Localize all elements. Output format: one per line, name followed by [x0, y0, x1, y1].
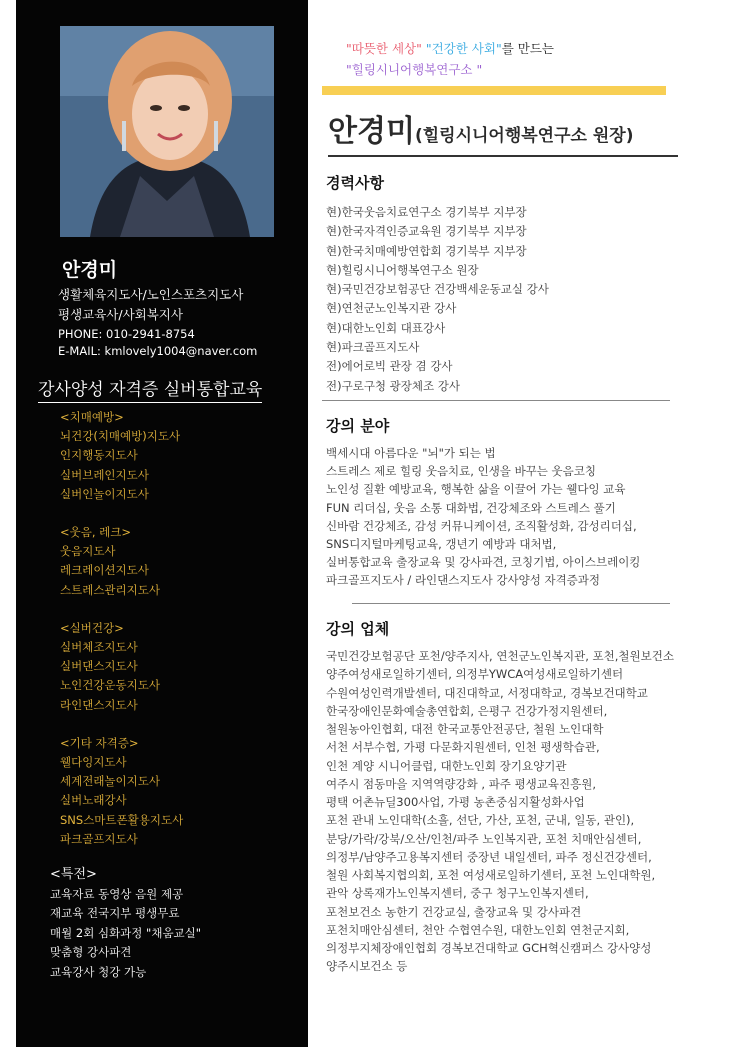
lecture-org-item: 수원여성인력개발센터, 대진대학교, 서정대학교, 경복보건대학교	[326, 685, 648, 700]
lecture-org-item: 관악 상록재가노인복지센터, 중구 청구노인복지센터,	[326, 886, 589, 901]
lecture-field-item: 신바람 건강체조, 감성 커뮤니케이션, 조직활성화, 감성리더십,	[326, 518, 637, 533]
cert-item: 세계전래놀이지도사	[60, 774, 160, 789]
lecture-org-item: 분당/가락/강북/오산/인천/파주 노인복지관, 포천 치매안심센터,	[326, 831, 642, 846]
career-item: 현)한국자격인증교육원 경기북부 지부장	[326, 224, 527, 239]
career-item: 현)대한노인회 대표강사	[326, 320, 446, 335]
cert-item: 스트레스관리지도사	[60, 582, 160, 597]
page-title	[328, 106, 633, 150]
lecture-field-item: 백세시대 아름다운 "뇌"가 되는 법	[326, 446, 496, 460]
lecture-field-item: 실버통합교육 출장교육 및 강사파견, 코칭기법, 아이스브레이킹	[326, 555, 641, 570]
big-name-sub: (힐링시니어행복연구소 원장)	[414, 126, 634, 146]
certifications-list	[60, 408, 183, 868]
cert-item: 노인건강운동지도사	[60, 678, 160, 693]
phone-text: PHONE: 010-2941-8754	[58, 327, 195, 341]
cert-item: 라인댄스지도사	[60, 697, 138, 712]
lecture-field-item: 스트레스 제로 힐링 웃음치료, 인생을 바꾸는 웃음코칭	[326, 464, 596, 479]
lecture-org-item: 양주시보건소 등	[326, 959, 408, 974]
cert-item: 실버인놀이지도사	[60, 486, 149, 501]
special-title: <특전>	[50, 867, 97, 882]
career-heading: 경력사항	[326, 174, 384, 192]
profile-title-line: 평생교육사/사회복지사	[58, 307, 183, 322]
cert-item: 인지행동지도사	[60, 448, 138, 463]
special-item: 매월 2회 심화과정 "채움교실"	[50, 925, 202, 940]
career-item: 현)연천군노인복지관 강사	[326, 301, 457, 316]
profile-photo	[60, 26, 274, 237]
career-item: 현)힐링시니어행복연구소 원장	[326, 262, 479, 277]
special-benefits	[50, 865, 201, 982]
lecture-org-item: 포천보건소 농한기 건강교실, 출장교육 및 강사파견	[326, 904, 582, 919]
lecture-field-item: FUN 리더십, 웃음 소통 대화법, 건강체조와 스트레스 풀기	[326, 500, 616, 515]
tagline-line1	[346, 38, 554, 59]
cert-item: 실버댄스지도사	[60, 659, 138, 674]
cert-item: 실버체조지도사	[60, 640, 138, 655]
lecture-field-item: 노인성 질환 예방교육, 행복한 삶을 이끌어 가는 웰다잉 교육	[326, 482, 626, 497]
cert-item: 웰다잉지도사	[60, 755, 127, 770]
lecture-fields-heading: 강의 분야	[326, 417, 390, 435]
lecture-field-item: 파크골프지도사 / 라인댄스지도사 강사양성 자격증과정	[326, 573, 601, 588]
tag-red: "따뜻한 세상"	[346, 41, 422, 56]
lecture-org-item: 포천 관내 노인대학(소흘, 선단, 가산, 포천, 군내, 일동, 관인),	[326, 813, 635, 828]
special-item: 재교육 전국지부 평생무료	[50, 906, 180, 920]
lecture-org-item: 철원농아인협회, 대전 한국교통안전공단, 철원 노인대학	[326, 722, 604, 736]
cert-group	[60, 523, 183, 600]
career-item: 현)한국웃음치료연구소 경기북부 지부장	[326, 205, 527, 219]
lecture-org-item: 국민건강보험공단 포천/양주지사, 연천군노인복지관, 포천,철원보건소	[326, 649, 674, 663]
lecture-org-item: 여주시 점동마을 지역역량강화 , 파주 평생교육진흥원,	[326, 776, 596, 791]
cert-item: 실버브레인지도사	[60, 467, 149, 482]
cert-item: 실버노래강사	[60, 793, 127, 808]
tag-blue: "건강한 사회"	[425, 41, 502, 56]
cert-group-heading: <웃음, 레크>	[60, 525, 132, 540]
certifications-title: 강사양성 자격증 실버통합교육	[38, 375, 262, 403]
career-item: 현)한국치매예방연합회 경기북부 지부장	[326, 243, 527, 258]
title-divider	[328, 155, 678, 157]
left-sidebar	[16, 0, 308, 1047]
lecture-fields-list	[326, 444, 640, 590]
tagline-line2: "힐링시니어행복연구소 "	[346, 62, 483, 77]
special-item: 맞춤형 강사파견	[50, 945, 132, 959]
cert-item: 뇌건강(치매예방)지도사	[60, 429, 181, 444]
lecture-orgs-heading: 강의 업체	[326, 620, 390, 638]
lecture-field-item: SNS디지털마케팅교육, 갱년기 예방과 대처법,	[326, 537, 557, 552]
lecture-org-item: 양주여성새로일하기센터, 의정부YWCA여성새로일하기센터	[326, 667, 624, 682]
cert-item: 레크레이션지도사	[60, 563, 149, 578]
yellow-accent-bar	[322, 86, 666, 95]
career-item: 현)국민건강보험공단 건강백세운동교실 강사	[326, 282, 549, 297]
special-item: 교육자료 동영상 음원 제공	[50, 886, 184, 901]
section-divider	[322, 400, 670, 401]
cert-item: 웃음지도사	[60, 544, 116, 559]
special-item: 교육강사 청강 가능	[50, 964, 147, 979]
lecture-org-item: 한국장애인문화예술총연합회, 은평구 건강가정지원센터,	[326, 703, 608, 718]
profile-name: 안경미	[62, 259, 118, 281]
cert-group	[60, 619, 183, 715]
tag-rest: 를 만드는	[501, 41, 554, 56]
big-name: 안경미	[328, 114, 415, 149]
lecture-org-item: 인천 계양 시니어클럽, 대한노인회 장기요양기관	[326, 758, 567, 773]
cert-group-heading: <실버건강>	[60, 620, 124, 635]
career-item: 전)구로구청 광장체조 강사	[326, 378, 460, 393]
profile-title-line: 생활체육지도사/노인스포츠지도사	[58, 287, 244, 302]
cert-item: SNS스마트폰활용지도사	[60, 812, 184, 827]
lecture-org-item: 평택 어촌뉴딜300사업, 가평 농촌중심지활성화사업	[326, 795, 585, 809]
contact-info	[58, 326, 257, 360]
lecture-org-item: 철원 사회복지협의회, 포천 여성새로일하기센터, 포천 노인대학원,	[326, 868, 656, 882]
cert-group	[60, 408, 183, 504]
section-divider	[352, 603, 670, 604]
cert-group	[60, 734, 183, 849]
profile-titles	[58, 285, 243, 325]
lecture-org-item: 서천 서부수협, 가평 다문화지원센터, 인천 평생학습관,	[326, 740, 600, 755]
career-item: 전)에어로빅 관장 겸 강사	[326, 359, 453, 374]
cert-group-heading: <치매예방>	[60, 410, 124, 424]
lecture-org-item: 의정부지체장애인협회 경복보건대학교 GCH혁신캠퍼스 강사양성	[326, 941, 652, 955]
lecture-orgs-list	[326, 647, 674, 976]
career-item: 현)파크골프지도사	[326, 340, 420, 355]
cert-group-heading: <기타 자격증>	[60, 735, 139, 750]
lecture-org-item: 의정부/남양주고용복지센터 중장년 내일센터, 파주 정신건강센터,	[326, 849, 652, 864]
cert-item: 파크골프지도사	[60, 831, 138, 846]
career-list	[326, 203, 549, 396]
lecture-org-item: 포천치매안심센터, 천안 수협연수원, 대한노인회 연천군지회,	[326, 922, 630, 937]
email-text: E-MAIL: kmlovely1004@naver.com	[58, 344, 258, 358]
tagline	[346, 38, 554, 80]
